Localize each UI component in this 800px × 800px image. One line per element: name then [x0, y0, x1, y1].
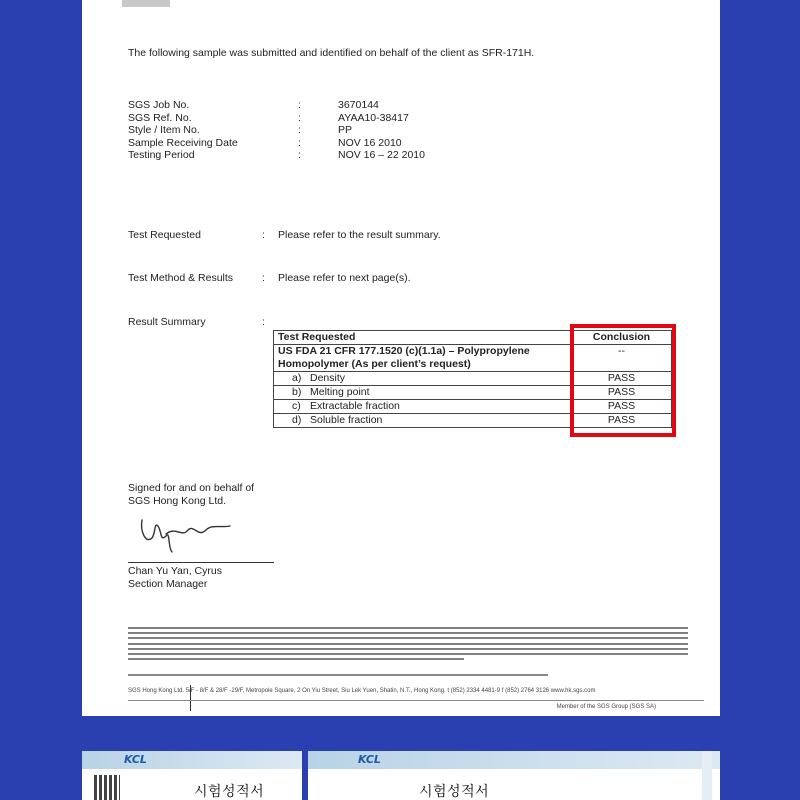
- test-method-line: Test Method & Results : Please refer to next page(s).: [128, 272, 411, 284]
- test-item-name: Melting point: [310, 386, 370, 398]
- signature-line: [128, 562, 274, 563]
- table-row: b) Melting point PASS: [274, 386, 672, 400]
- certificate-thumbnail: [308, 751, 720, 800]
- fine-print-note: [128, 674, 548, 676]
- header-test-requested: Test Requested: [274, 331, 572, 345]
- qr-code-icon: [94, 775, 120, 800]
- test-report-page: [82, 0, 720, 716]
- header-conclusion: Conclusion: [572, 331, 672, 345]
- divider: [128, 700, 704, 701]
- sample-info-row: Testing Period : NOV 16 – 22 2010: [128, 149, 425, 162]
- test-requested-line: Test Requested : Please refer to the result summary.: [128, 229, 441, 241]
- test-item-name: Extractable fraction: [310, 400, 400, 412]
- redacted-header: [122, 0, 170, 7]
- certificate-title: 시험성적서: [419, 784, 490, 800]
- certificate-thumbnail: [82, 751, 302, 800]
- conclusion-highlight-box: [570, 324, 676, 437]
- signer-title: Section Manager: [128, 577, 208, 590]
- sample-info-row: SGS Ref. No. : AYAA10-38417: [128, 111, 409, 124]
- member-line: Member of the SGS Group (SGS SA): [556, 704, 656, 710]
- table-row: a) Density PASS: [274, 372, 672, 386]
- sample-info: [128, 99, 425, 162]
- sample-info-row: Style / Item No. : PP: [128, 124, 353, 137]
- signer-name: Chan Yu Yan, Cyrus: [128, 565, 222, 577]
- result-summary-label: Result Summary: [128, 316, 206, 328]
- table-row: c) Extractable fraction PASS: [274, 400, 672, 414]
- address-line: SGS Hong Kong Ltd. 5/F - 8/F & 28/F -29/F, Metropole Square, 2 On Yiu Street, Siu Lek Yuen, Shatin, N.T., Hong Kong. t (852) 2334 4481-9 f (852) 2764 3126 www.hk.sgs.com: [128, 688, 596, 694]
- signature-image: [136, 508, 236, 553]
- test-result: PASS: [572, 372, 672, 386]
- result-summary-colon: :: [262, 316, 265, 328]
- sample-info-row: SGS Job No. : 3670144: [128, 99, 379, 111]
- signer-block: [128, 565, 222, 590]
- test-result: PASS: [572, 386, 672, 400]
- standard-conclusion: --: [572, 345, 672, 372]
- kcl-logo: KCL: [124, 753, 147, 766]
- intro-text: The following sample was submitted and identified on behalf of the client as SFR-171H.: [128, 47, 535, 59]
- test-item-name: Soluble fraction: [310, 414, 383, 426]
- sample-info-row: Sample Receiving Date : NOV 16 2010: [128, 136, 402, 149]
- test-result: PASS: [572, 400, 672, 414]
- test-item-name: Density: [310, 372, 346, 384]
- certificate-title: 시험성적서: [194, 784, 265, 800]
- fine-print-disclaimer: [128, 627, 688, 663]
- test-result: PASS: [572, 414, 672, 428]
- standard-line2: Homopolymer (As per client’s request): [278, 358, 471, 370]
- table-row: d) Soluble fraction PASS: [274, 414, 672, 428]
- signed-on-behalf: Signed for and on behalf of SGS Hong Kong Ltd.: [128, 482, 255, 507]
- standard-line1: US FDA 21 CFR 177.1520 (c)(1.1a) – Polypropylene: [278, 345, 530, 357]
- kcl-logo: KCL: [358, 753, 381, 766]
